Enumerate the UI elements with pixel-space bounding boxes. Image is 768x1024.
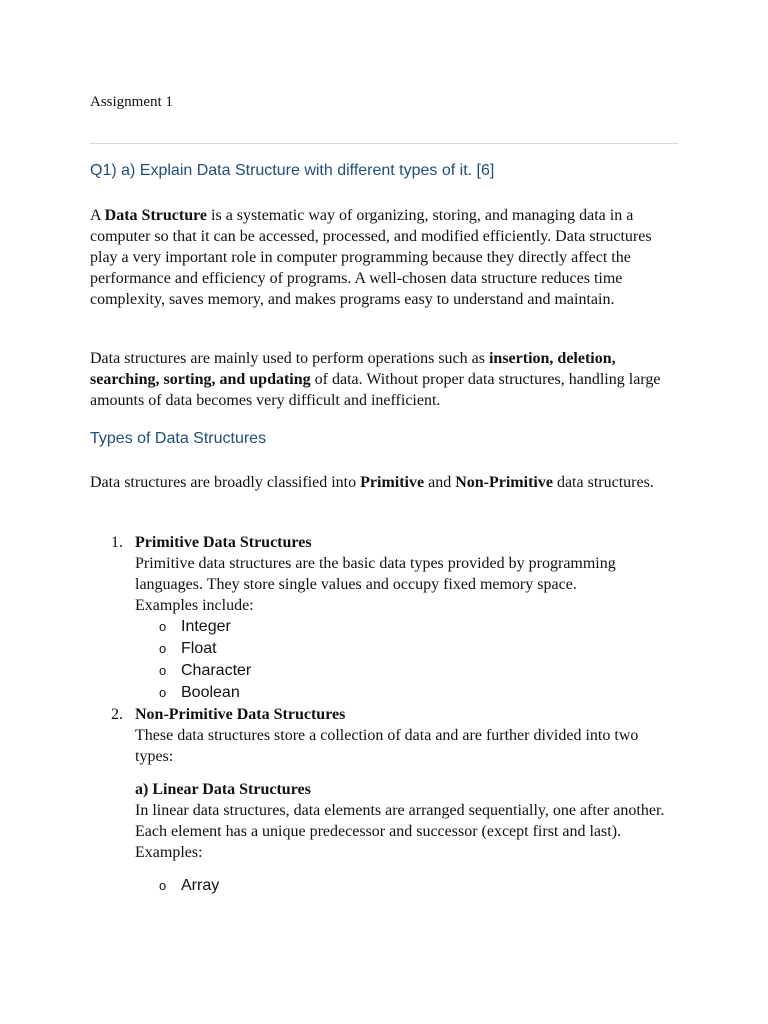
list-item — [90, 638, 678, 660]
list-item-title: Non-Primitive Data Structures — [135, 706, 346, 723]
bold-term: Primitive — [360, 474, 425, 491]
types-list — [90, 532, 678, 897]
list-item-title: Primitive Data Structures — [135, 534, 312, 551]
bullet-icon: o — [159, 878, 167, 893]
example-text: Integer — [181, 618, 231, 635]
list-item — [90, 875, 678, 897]
bullet-icon: o — [159, 641, 167, 656]
text-run: data structures. — [552, 474, 654, 491]
bold-term: Non-Primitive — [455, 474, 553, 491]
bold-term: Data Structure — [104, 207, 208, 224]
text-run: and — [424, 474, 456, 491]
example-text: Character — [181, 662, 252, 679]
list-item-text: These data structures store a collection of data and are further divided into two types: — [135, 727, 639, 765]
list-number: 1. — [111, 534, 123, 551]
list-number: 2. — [111, 706, 123, 723]
text-run: of data. Without proper data structures, handling large amounts of data becomes very difficult and inefficient. — [90, 371, 661, 409]
bold-term: insertion, deletion, searching, sorting, and updating — [90, 350, 616, 388]
list-item — [90, 660, 678, 682]
example-text: Boolean — [181, 684, 240, 701]
bullet-icon: o — [159, 685, 167, 700]
bullet-icon: o — [159, 619, 167, 634]
spacer — [135, 767, 678, 779]
subsection-title: a) Linear Data Structures — [135, 781, 311, 798]
list-item-non-primitive — [90, 704, 678, 897]
definition-paragraph — [90, 205, 678, 310]
examples-label: Examples: — [135, 844, 203, 861]
classification-paragraph — [90, 472, 678, 493]
spacer — [135, 863, 678, 875]
assignment-label: Assignment 1 — [90, 94, 173, 110]
subsection-text: In linear data structures, data elements are arranged sequentially, one after another. Each element has a unique predecessor and successor (except first and last). — [135, 802, 665, 840]
examples-label: Examples include: — [135, 597, 254, 614]
operations-paragraph — [90, 348, 678, 411]
example-text: Float — [181, 640, 217, 657]
types-heading: Types of Data Structures — [90, 430, 267, 447]
list-item-text: Primitive data structures are the basic data types provided by programming languages. They store single values and occupy fixed memory space. — [135, 555, 616, 593]
example-text: Array — [181, 877, 220, 894]
list-item — [90, 616, 678, 638]
text-run: A — [90, 207, 105, 224]
text-run: Data structures are broadly classified into — [90, 474, 361, 491]
list-item-primitive — [90, 532, 678, 704]
bullet-icon: o — [159, 663, 167, 678]
text-run: Data structures are mainly used to perform operations such as — [90, 350, 489, 367]
text-run: is a systematic way of organizing, storing, and managing data in a computer so that it can be accessed, processed, and modified efficiently. Data structures play a very important role in computer programming because they directly affect the performance and efficiency of programs. A well-chosen data structure reduces time complexity, saves memory, and makes programs easy to understand and maintain. — [90, 207, 652, 308]
question-heading: Q1) a) Explain Data Structure with different types of it. [6] — [90, 162, 495, 179]
list-item — [90, 682, 678, 704]
horizontal-divider — [90, 143, 678, 144]
